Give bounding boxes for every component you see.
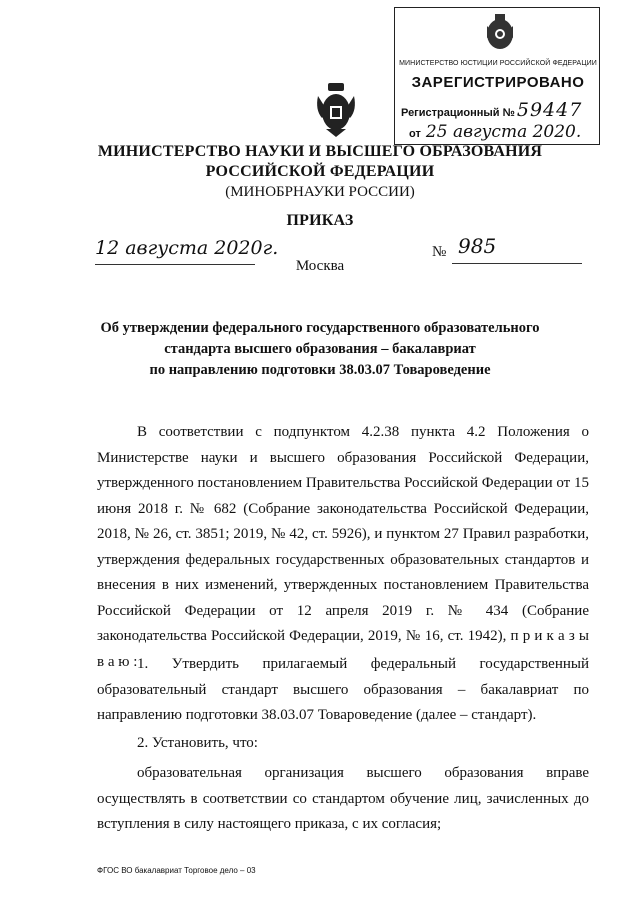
stamp-ministry: МИНИСТЕРСТВО ЮСТИЦИИ РОССИЙСКОЙ ФЕДЕРАЦИИ: [399, 60, 597, 67]
stamp-date: 25 августа 2020.: [425, 122, 582, 142]
ministry-name-line2: РОССИЙСКОЙ ФЕДЕРАЦИИ: [205, 163, 435, 180]
order-number-handwritten: 985: [458, 234, 497, 258]
order-title-line3: по направлению подготовки 38.03.07 Товароведение: [149, 362, 491, 378]
stamp-date-prefix: от: [409, 128, 421, 140]
order-title-line1: Об утверждении федерального государственного образовательного: [100, 320, 540, 336]
paragraph-item-2: 2. Установить, что:: [137, 735, 258, 751]
registration-stamp: [394, 7, 600, 145]
stamp-reg-label: Регистрационный №: [401, 107, 515, 119]
footer-note: ФГОС ВО бакалавриат Торговое дело – 03: [97, 866, 256, 875]
order-date-handwritten: 12 августа 2020г.: [95, 237, 279, 259]
city: Москва: [295, 258, 345, 274]
document-type: ПРИКАЗ: [286, 212, 354, 229]
paragraph-item-2-text: образовательная организация высшего образования вправе осуществлять в соответствии со стандартом обучение лиц, зачисленных до вступления в силу настоящего приказа, с их согласия;: [97, 765, 589, 832]
stamp-registered: ЗАРЕГИСТРИРОВАНО: [411, 74, 585, 91]
stamp-registration-line: [401, 99, 582, 121]
coat-of-arms-icon: [312, 82, 360, 138]
coat-of-arms-icon: [483, 12, 517, 54]
order-number-label: №: [432, 244, 447, 260]
paragraph-item-1: 1. Утвердить прилагаемый федеральный государственный образовательный стандарт высшего образования – бакалавриат по направлению подготовки 38.03.07 Товароведение (далее – стандарт).: [97, 656, 589, 723]
ministry-name-line1: МИНИСТЕРСТВО НАУКИ И ВЫСШЕГО ОБРАЗОВАНИЯ: [97, 143, 543, 160]
stamp-date-line: [409, 122, 581, 142]
ministry-short-name: (МИНОБРНАУКИ РОССИИ): [225, 184, 415, 200]
stamp-reg-number: 59447: [516, 99, 583, 121]
order-title-line2: стандарта высшего образования – бакалавриат: [164, 341, 476, 357]
paragraph-preamble: В соответствии с подпунктом 4.2.38 пункта 4.2 Положения о Министерстве науки и высшего образования Российской Федерации, утвержденного постановлением Правительства Российской Федерации от 15 июня 2018 г. № 682 (Собрание законодательства Российской Федерации, 2018, № 26, ст. 3851; 2019, № 42, ст. 5926), и пунктом 27 Правил разработки, утверждения федеральных государственных образовательных стандартов и внесения в них изменений, утвержденных постановлением Правительства Российской Федерации от 12 апреля 2019 г. № 434 (Собрание законодательства Российской Федерации, 2019, № 16, ст. 1942), п р и к а з ы в а ю :: [97, 424, 589, 670]
